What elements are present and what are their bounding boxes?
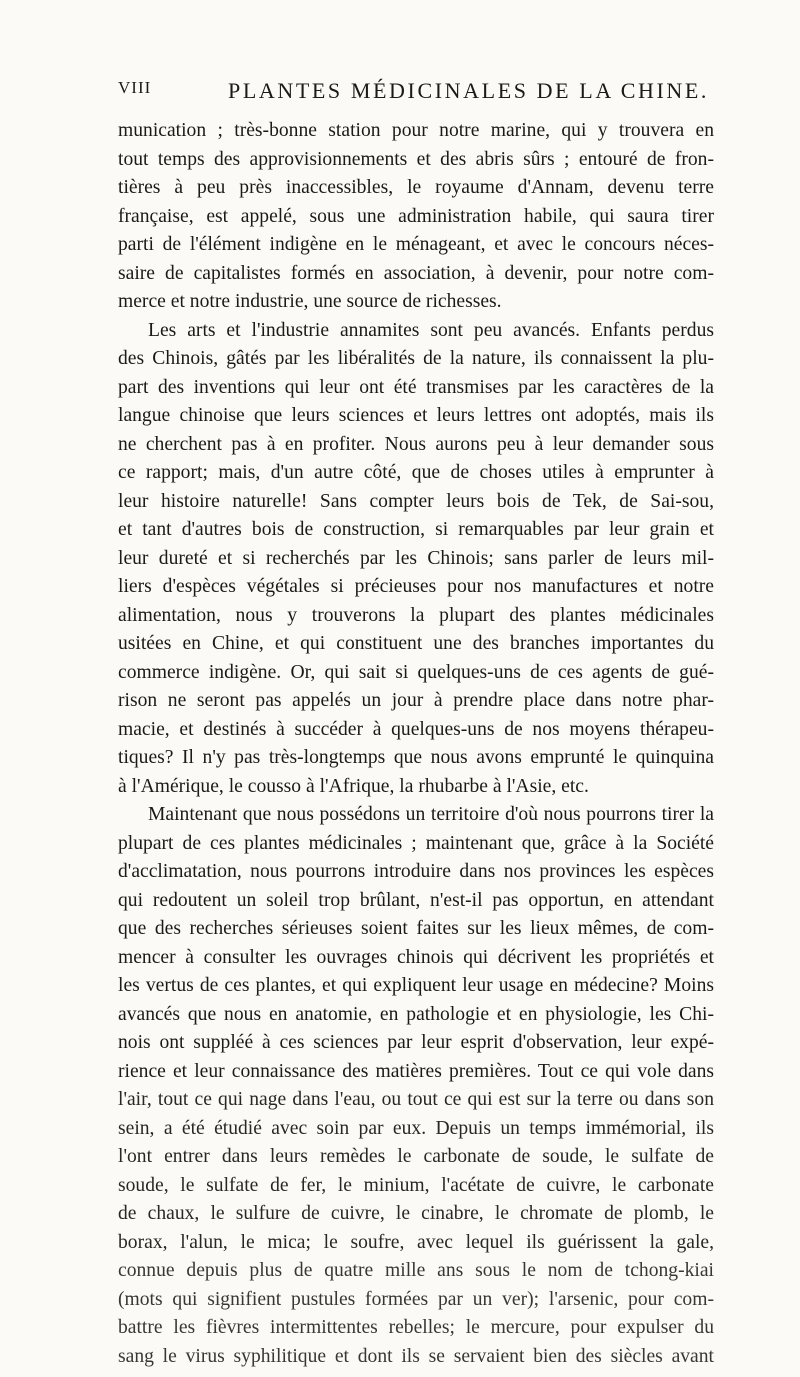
text-line: et tant d'autres bois de construction, si remarquables par leur grain et — [118, 519, 714, 540]
text-line: sang le virus syphilitique et dont ils se servaient bien des siècles avant — [118, 1345, 714, 1367]
text-line: qui redoutent un soleil trop brûlant, n'est-il pas opportun, en attendant — [118, 889, 714, 911]
text-line: plupart de ces plantes médicinales ; maintenant que, grâce à la Société — [118, 832, 714, 854]
body-text — [118, 117, 714, 1371]
page-header — [118, 78, 708, 112]
text-line: de chaux, le sulfure de cuivre, le cinabre, le chromate de plomb, le — [118, 1203, 714, 1224]
text-line: que des recherches sérieuses soient faites sur les lieux mêmes, de com- — [118, 918, 714, 939]
text-line: borax, l'alun, le mica; le soufre, avec lequel ils guérissent la gale, — [118, 1231, 714, 1253]
text-line: l'ont entrer dans leurs remèdes le carbonate de soude, le sulfate de — [118, 1146, 714, 1167]
text-line: usitées en Chine, et qui constituent une des branches importantes du — [118, 633, 714, 654]
running-title: PLANTES MÉDICINALES DE LA CHINE. — [228, 78, 710, 103]
text-line: rience et leur connaissance des matières premières. Tout ce qui vole dans — [118, 1060, 714, 1082]
text-line: commerce indigène. Or, qui sait si quelques-uns de ces agents de gué- — [118, 661, 714, 683]
text-line: alimentation, nous y trouverons la plupart des plantes médicinales — [118, 604, 714, 626]
text-line: parti de l'élément indigène en le ménageant, et avec le concours néces- — [118, 234, 714, 255]
text-line: les vertus de ces plantes, et qui expliquent leur usage en médecine? Moins — [118, 975, 714, 996]
text-line: (mots qui signifient pustules formées par un ver); l'arsenic, pour com- — [118, 1288, 714, 1310]
text-line: avancés que nous en anatomie, en pathologie et en physiologie, les Chi- — [118, 1003, 714, 1025]
text-line: connue depuis plus de quatre mille ans sous le nom de tchong-kiai — [118, 1260, 714, 1281]
text-line: liers d'espèces végétales si précieuses pour nos manufactures et notre — [118, 576, 714, 597]
text-line: munication ; très-bonne station pour notre marine, qui y trouvera en — [118, 120, 714, 141]
text-line: saire de capitalistes formés en association, à devenir, pour notre com- — [118, 262, 714, 284]
text-line: leur dureté et si recherchés par les Chinois; sans parler de leurs mil- — [118, 547, 714, 569]
text-line: d'acclimatation, nous pourrons introduire dans nos provinces les espèces — [118, 861, 714, 882]
text-line: française, est appelé, sous une administration habile, qui saura tirer — [118, 205, 714, 227]
text-line: ce rapport; mais, d'un autre côté, que de choses utiles à emprunter à — [118, 462, 714, 483]
text-line: tiques? Il n'y pas très-longtemps que nous avons emprunté le quinquina — [118, 747, 714, 768]
paragraph-start-line: Les arts et l'industrie annamites sont peu avancés. Enfants perdus — [148, 319, 714, 341]
text-line: leur histoire naturelle! Sans compter leurs bois de Tek, de Sai-sou, — [118, 490, 714, 512]
text-line: ne cherchent pas à en profiter. Nous aurons peu à leur demander sous — [118, 433, 714, 455]
text-line: merce et notre industrie, une source de richesses. — [118, 291, 502, 312]
text-line: tout temps des approvisionnements et des abris sûrs ; entouré de fron- — [118, 148, 714, 170]
text-line: nois ont suppléé à ces sciences par leur esprit d'observation, leur expé- — [118, 1032, 714, 1053]
paragraph-start-line: Maintenant que nous possédons un territoire d'où nous pourrons tirer la — [148, 804, 714, 825]
page-number: VIII — [118, 78, 152, 97]
text-line: sein, a été étudié avec soin par eux. Depuis un temps immémorial, ils — [118, 1117, 714, 1139]
text-line: soude, le sulfate de fer, le minium, l'acétate de cuivre, le carbonate — [118, 1174, 714, 1196]
text-line: tières à peu près inaccessibles, le royaume d'Annam, devenu terre — [118, 177, 714, 198]
text-line: à l'Amérique, le cousso à l'Afrique, la rhubarbe à l'Asie, etc. — [118, 775, 589, 797]
text-line: des Chinois, gâtés par les libéralités de la nature, ils connaissent la plu- — [118, 348, 714, 369]
text-line: part des inventions qui leur ont été transmises par les caractères de la — [118, 376, 714, 398]
text-line: battre les fièvres intermittentes rebelles; le mercure, pour expulser du — [118, 1317, 714, 1338]
text-line: langue chinoise que leurs sciences et leurs lettres ont adoptés, mais ils — [118, 405, 714, 426]
text-line: rison ne seront pas appelés un jour à prendre place dans notre phar- — [118, 690, 714, 711]
text-line: macie, et destinés à succéder à quelques-uns de nos moyens thérapeu- — [118, 718, 714, 740]
text-line: mencer à consulter les ouvrages chinois qui décrivent les propriétés et — [118, 946, 714, 968]
text-line: l'air, tout ce qui nage dans l'eau, ou tout ce qui est sur la terre ou dans son — [118, 1089, 714, 1110]
